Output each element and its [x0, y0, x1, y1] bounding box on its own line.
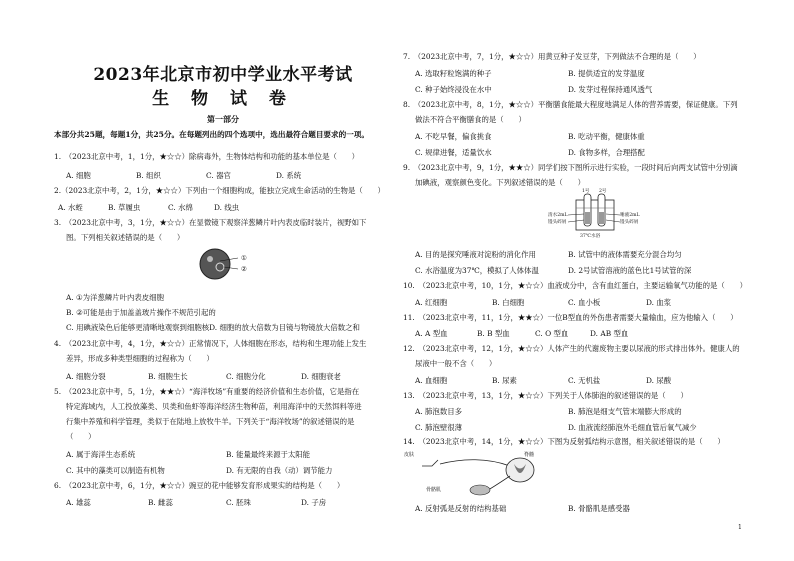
page-title: 2023年北京市初中学业水平考试	[93, 65, 353, 85]
q9-label-tube-2: 2号	[599, 189, 607, 194]
question-13-stem: 13. （2023北京中考，13，1分，★☆☆）下列关于人体肺泡的叙述错误的是（ ）	[403, 391, 688, 400]
q12-option-c: C. 无机盐	[568, 376, 601, 385]
afferent-nerve	[440, 460, 510, 466]
q12-option-b: B. 尿素	[492, 376, 517, 385]
q11-option-a: A. A 型血	[415, 329, 448, 338]
q7-option-d: D. 发芽过程保持通风透气	[568, 85, 653, 94]
question-8-stem-line-1: 8. （2023北京中考，8，1分，★☆☆）平衡膳食能最大程度地满足人体的营养需要，保证健康。下列	[403, 100, 738, 109]
question-9-stem-line-1: 9. （2023北京中考，9，1分，★★☆）同学们按下图所示进行实验，一段时间后向两支试管中分别滴	[403, 163, 738, 172]
q9-label-bread-2: 馒头碎屑	[620, 220, 639, 225]
q14-label-skin: 皮肤	[404, 452, 415, 458]
q9-label-saliva: 唾液2mL	[620, 213, 640, 218]
question-8-stem-line-2: 做法不符合平衡膳食的是（ ）	[415, 115, 526, 124]
q7-option-a: A. 选取籽粒饱满的种子	[415, 69, 492, 78]
water-bath-beaker	[576, 200, 614, 230]
q9-option-b: B. 试管中的液体需要充分混合均匀	[568, 250, 682, 259]
q4-option-b: B. 细胞生长	[148, 372, 188, 381]
q11-option-d: D. AB 型血	[590, 329, 629, 338]
q9-label-bread-1: 馒头碎屑	[548, 220, 567, 225]
cell-nucleus-mark	[207, 256, 213, 262]
question-12-stem-line-2: 尿液中一般不含（ ）	[415, 359, 497, 368]
question-11-stem: 11. （2023北京中考，11，1分，★★☆）一位B型血的外伤患者需要大量输血，应为他输入（ ）	[403, 313, 738, 322]
q14-option-b: B. 骨骼肌是感受器	[568, 504, 630, 513]
q4-option-a: A. 细胞分裂	[66, 372, 106, 381]
q9-option-a: A. 目的是探究唾液对淀粉的消化作用	[415, 250, 536, 259]
q13-option-b: B. 肺泡是细支气管末端膨大形成的	[568, 407, 682, 416]
q5-option-d: D. 有无限的自我（动）调节能力	[226, 466, 333, 475]
section-heading: 第一部分	[207, 114, 239, 124]
question-5-stem-line-2: 特定海域内，人工投放藻类、贝类和鱼虾等海洋经济生物种苗，利用海洋中的天然饵料等进	[66, 402, 362, 411]
question-5-stem-line-4: （ ）	[66, 432, 96, 441]
q2-option-c: C. 水绵	[168, 203, 193, 212]
q9-option-d: D. 2号试管溶液的蓝色比1号试管的深	[568, 266, 692, 275]
q1-option-c: C. 器官	[206, 171, 231, 180]
q7-option-b: B. 提供适宜的发芽温度	[568, 69, 645, 78]
skin-receptor-mark	[422, 460, 438, 466]
q3-option-cd: C. 用碘液染色后能够更清晰地观察到细胞核D. 细胞的放大倍数为目镜与物镜放大倍数之和	[66, 323, 360, 332]
q8-option-c: C. 规律进餐，适量饮水	[415, 148, 492, 157]
question-10-stem: 10. （2023北京中考，10，1分，★☆☆）血液成分中，含有血红蛋白，主要运输氧气功能的是（ ）	[403, 281, 747, 290]
q2-option-d: D. 线虫	[214, 203, 240, 212]
question-5-stem-line-1: 5. （2023北京中考，5，1分，★★☆）“海洋牧场”有重要的经济价值和生态价值，它是指在	[54, 387, 360, 396]
q8-option-b: B. 吃动平衡，健康体重	[568, 132, 645, 141]
q9-label-tube-1: 1号	[582, 189, 590, 194]
question-7-stem: 7. （2023北京中考，7，1分，★☆☆）用黄豆种子发豆芽，下列做法不合理的是（ ）	[403, 52, 701, 61]
q13-option-a: A. 肺泡数目多	[415, 407, 462, 416]
q14-label-spinal-cord: 脊髓	[524, 452, 535, 458]
question-4-stem-line-2: 差异，形成多种类型细胞的过程称为（ ）	[66, 354, 214, 363]
q12-option-d: D. 尿酸	[646, 376, 672, 385]
q6-option-a: A. 雄蕊	[66, 498, 91, 507]
q5-option-b: B. 能量最终来源于太阳能	[226, 450, 311, 459]
q10-option-d: D. 血浆	[646, 298, 672, 307]
q9-label-water: 清水2mL	[548, 213, 568, 218]
page-subtitle: 生 物 试 卷	[152, 89, 294, 109]
question-6-stem: 6. （2023北京中考，6，1分，★☆☆）豌豆的花中能够发育形成果实的结构是（ ）	[54, 481, 345, 490]
q1-option-a: A. 细胞	[66, 171, 91, 180]
q5-option-a: A. 属于海洋生态系统	[66, 450, 136, 459]
q12-option-a: A. 血细胞	[415, 376, 448, 385]
q13-option-c: C. 肺泡壁很薄	[415, 423, 463, 432]
question-9-stem-line-2: 加碘液，观察颜色变化。下列叙述错误的是（ ）	[415, 178, 585, 187]
q3-option-b: B. ②可能是由于加盖盖玻片操作不规范引起的	[66, 308, 216, 317]
q8-option-a: A. 不吃早餐，偏食挑食	[415, 132, 492, 141]
q9-label-water-bath: 37℃水浴	[580, 234, 601, 239]
q5-option-c: C. 其中的藻类可以制造有机物	[66, 466, 165, 475]
page-number: 1	[738, 524, 742, 531]
efferent-nerve	[488, 476, 510, 490]
q6-option-c: C. 胚珠	[226, 498, 251, 507]
q10-option-c: C. 血小板	[568, 298, 601, 307]
q6-option-d: D. 子房	[301, 498, 327, 507]
microscope-view-figure	[198, 247, 258, 281]
q10-option-a: A. 红细胞	[415, 298, 448, 307]
question-4-stem-line-1: 4. （2023北京中考，4，1分，★☆☆）正常情况下，人体细胞在形态，结构和生理功能上发生	[54, 339, 367, 348]
question-1-stem: 1. （2023北京中考，1，1分，★☆☆）除病毒外，生物体结构和功能的基本单位是（ ）	[54, 152, 360, 161]
question-3-stem-line-2: 图。下列相关叙述错误的是（ ）	[66, 233, 185, 242]
q2-option-a: A. 水蛭	[58, 203, 83, 212]
q3-label-1: ①	[241, 254, 247, 262]
question-12-stem-line-1: 12. （2023北京中考，12，1分，★☆☆）人体产生的代谢废物主要以尿液的形式排出体外。健康人的	[403, 344, 740, 353]
q14-label-muscle: 骨骼肌	[426, 487, 442, 493]
q11-option-c: C. O 型血	[535, 329, 569, 338]
q7-option-c: C. 种子始终浸没在水中	[415, 85, 492, 94]
q9-option-c: C. 水浴温度为37℃，模拟了人体体温	[415, 266, 539, 275]
skeletal-muscle-mark	[470, 485, 490, 495]
q1-option-d: D. 系统	[276, 171, 302, 180]
q3-label-2: ②	[241, 265, 247, 273]
q10-option-b: B. 白细胞	[492, 298, 525, 307]
q1-option-b: B. 组织	[136, 171, 161, 180]
q13-option-d: D. 血液流经肺泡外毛细血管后氧气减少	[568, 423, 697, 432]
q4-option-c: C. 细胞分化	[226, 372, 266, 381]
question-5-stem-line-3: 行集中养殖和科学管理，类似于在陆地上放牧牛羊。下列关于“海洋牧场”的叙述错误的是	[66, 417, 355, 426]
q11-option-b: B. B 型血	[477, 329, 510, 338]
q3-option-a: A. ①为洋葱鳞片叶内表皮细胞	[66, 293, 164, 302]
question-14-stem: 14. （2023北京中考，14，1分，★☆☆）下图为反射弧结构示意图，相关叙述错误的是（ ）	[403, 437, 725, 446]
q2-option-b: B. 草履虫	[108, 203, 141, 212]
instructions: 本部分共25题，每题1分，共25分。在每题列出的四个选项中，选出最符合题目要求的一项。	[54, 130, 369, 139]
question-3-stem-line-1: 3. （2023北京中考，3，1分，★☆☆）在显微镜下观察洋葱鳞片叶内表皮临时装片，视野如下	[54, 218, 367, 227]
q14-option-a: A. 反射弧是反射的结构基础	[415, 504, 507, 513]
q8-option-d: D. 食物多样，合理搭配	[568, 148, 645, 157]
q6-option-b: B. 雌蕊	[148, 498, 173, 507]
question-2-stem: 2.（2023北京中考，2，1分，★☆☆）下列由一个细胞构成，能独立完成生命活动的生物是（ ）	[54, 186, 385, 195]
q4-option-d: D. 细胞衰老	[301, 372, 341, 381]
